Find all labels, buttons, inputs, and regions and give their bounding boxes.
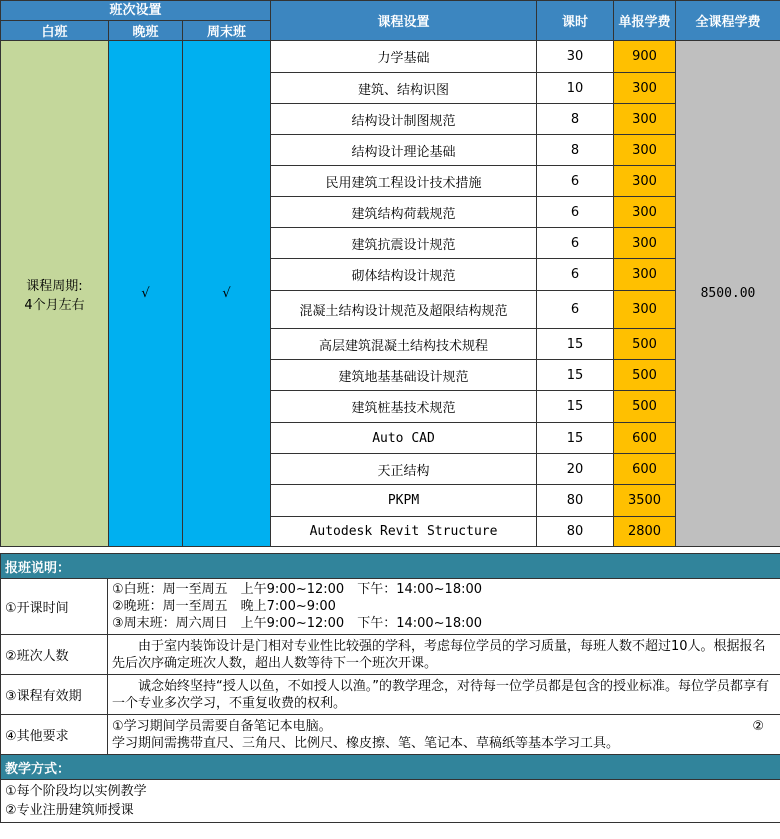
course-name: 高层建筑混凝土结构技术规程 — [271, 329, 537, 360]
class-size-label: ②班次人数 — [1, 635, 108, 675]
course-hours: 6 — [537, 259, 614, 291]
course-fee: 300 — [614, 197, 676, 228]
course-fee: 300 — [614, 135, 676, 166]
other-requirement-marker: ② — [752, 718, 765, 734]
course-period-cell — [1, 41, 109, 547]
course-fee: 300 — [614, 166, 676, 197]
teaching-method-text — [1, 780, 780, 823]
other-requirements-label: ④其他要求 — [1, 715, 108, 755]
course-period-label: 课程周期: — [26, 278, 83, 294]
course-hours: 6 — [537, 166, 614, 197]
other-requirements-text — [108, 715, 780, 755]
course-name: 力学基础 — [271, 41, 537, 73]
course-hours: 20 — [537, 454, 614, 485]
course-hours: 30 — [537, 41, 614, 73]
course-fee: 2800 — [614, 517, 676, 547]
night-class-check: √ — [109, 41, 183, 547]
course-fee: 600 — [614, 423, 676, 454]
weekend-class-check: √ — [183, 41, 271, 547]
course-hours: 6 — [537, 197, 614, 228]
teaching-method-1: ①每个阶段均以实例教学 — [5, 784, 147, 799]
course-hours: 8 — [537, 135, 614, 166]
course-fee: 300 — [614, 259, 676, 291]
course-hours: 15 — [537, 391, 614, 423]
start-time-details — [108, 579, 780, 635]
full-course-fee-value: 8500.00 — [676, 41, 780, 547]
course-name: 天正结构 — [271, 454, 537, 485]
course-row — [1, 41, 780, 73]
course-name: 建筑结构荷载规范 — [271, 197, 537, 228]
course-hours: 80 — [537, 485, 614, 517]
course-hours: 6 — [537, 291, 614, 329]
course-name: 民用建筑工程设计技术措施 — [271, 166, 537, 197]
course-name: PKPM — [271, 485, 537, 517]
full-fee-header: 全课程学费 — [676, 1, 780, 41]
night-class-header: 晚班 — [109, 21, 183, 41]
course-name: 混凝土结构设计规范及超限结构规范 — [271, 291, 537, 329]
night-class-time: ②晚班：周一至周五 晚上7:00~9:00 — [112, 599, 336, 614]
course-fee: 500 — [614, 329, 676, 360]
course-name: 建筑抗震设计规范 — [271, 228, 537, 259]
weekend-class-time: ③周末班：周六周日 上午9:00~12:00 下午：14:00~18:00 — [112, 616, 483, 631]
course-name: Auto CAD — [271, 423, 537, 454]
course-fee: 300 — [614, 291, 676, 329]
start-time-label: ①开课时间 — [1, 579, 108, 635]
course-name: 砌体结构设计规范 — [271, 259, 537, 291]
validity-label: ③课程有效期 — [1, 675, 108, 715]
course-hours: 10 — [537, 73, 614, 104]
weekend-class-header: 周末班 — [183, 21, 271, 41]
course-hours: 80 — [537, 517, 614, 547]
course-fee: 900 — [614, 41, 676, 73]
course-name: 建筑桩基技术规范 — [271, 391, 537, 423]
course-fee: 500 — [614, 360, 676, 391]
teaching-method-2: ②专业注册建筑师授课 — [5, 803, 134, 818]
notes-table — [0, 553, 780, 823]
course-hours: 15 — [537, 329, 614, 360]
other-requirement-2: 学习期间需携带直尺、三角尺、比例尺、橡皮擦、笔、笔记本、草稿纸等基本学习工具。 — [112, 735, 620, 751]
course-name: 建筑、结构识图 — [271, 73, 537, 104]
class-size-text: 由于室内装饰设计是门相对专业性比较强的学科，考虑每位学员的学习质量，每班人数不超过10人。根据报名先后次序确定班次人数，超出人数等待下一个班次开课。 — [108, 635, 780, 675]
course-name: 结构设计制图规范 — [271, 104, 537, 135]
course-settings-header: 课程设置 — [271, 1, 537, 41]
course-hours: 15 — [537, 360, 614, 391]
course-fee: 300 — [614, 228, 676, 259]
shift-settings-header: 班次设置 — [1, 1, 271, 21]
teaching-section-title: 教学方式： — [1, 755, 780, 780]
hours-header: 课时 — [537, 1, 614, 41]
course-name: 建筑地基基础设计规范 — [271, 360, 537, 391]
course-hours: 8 — [537, 104, 614, 135]
course-name: 结构设计理论基础 — [271, 135, 537, 166]
enroll-section-title: 报班说明： — [1, 554, 780, 579]
day-class-time: ①白班：周一至周五 上午9:00~12:00 下午：14:00~18:00 — [112, 582, 483, 597]
course-period-value: 4个月左右 — [24, 297, 85, 313]
course-hours: 15 — [537, 423, 614, 454]
course-name: Autodesk Revit Structure — [271, 517, 537, 547]
course-fee: 300 — [614, 73, 676, 104]
single-fee-header: 单报学费 — [614, 1, 676, 41]
course-fee: 3500 — [614, 485, 676, 517]
course-hours: 6 — [537, 228, 614, 259]
validity-text: 诚念始终坚持“授人以鱼，不如授人以渔。”的教学理念，对待每一位学员都是包含的授业标准。每位学员都享有一个专业多次学习，不重复收费的权利。 — [108, 675, 780, 715]
course-fee: 300 — [614, 104, 676, 135]
course-fee: 600 — [614, 454, 676, 485]
other-requirement-1: ①学习期间学员需要自备笔记本电脑。 — [112, 718, 332, 734]
course-fee: 500 — [614, 391, 676, 423]
day-class-header: 白班 — [1, 21, 109, 41]
